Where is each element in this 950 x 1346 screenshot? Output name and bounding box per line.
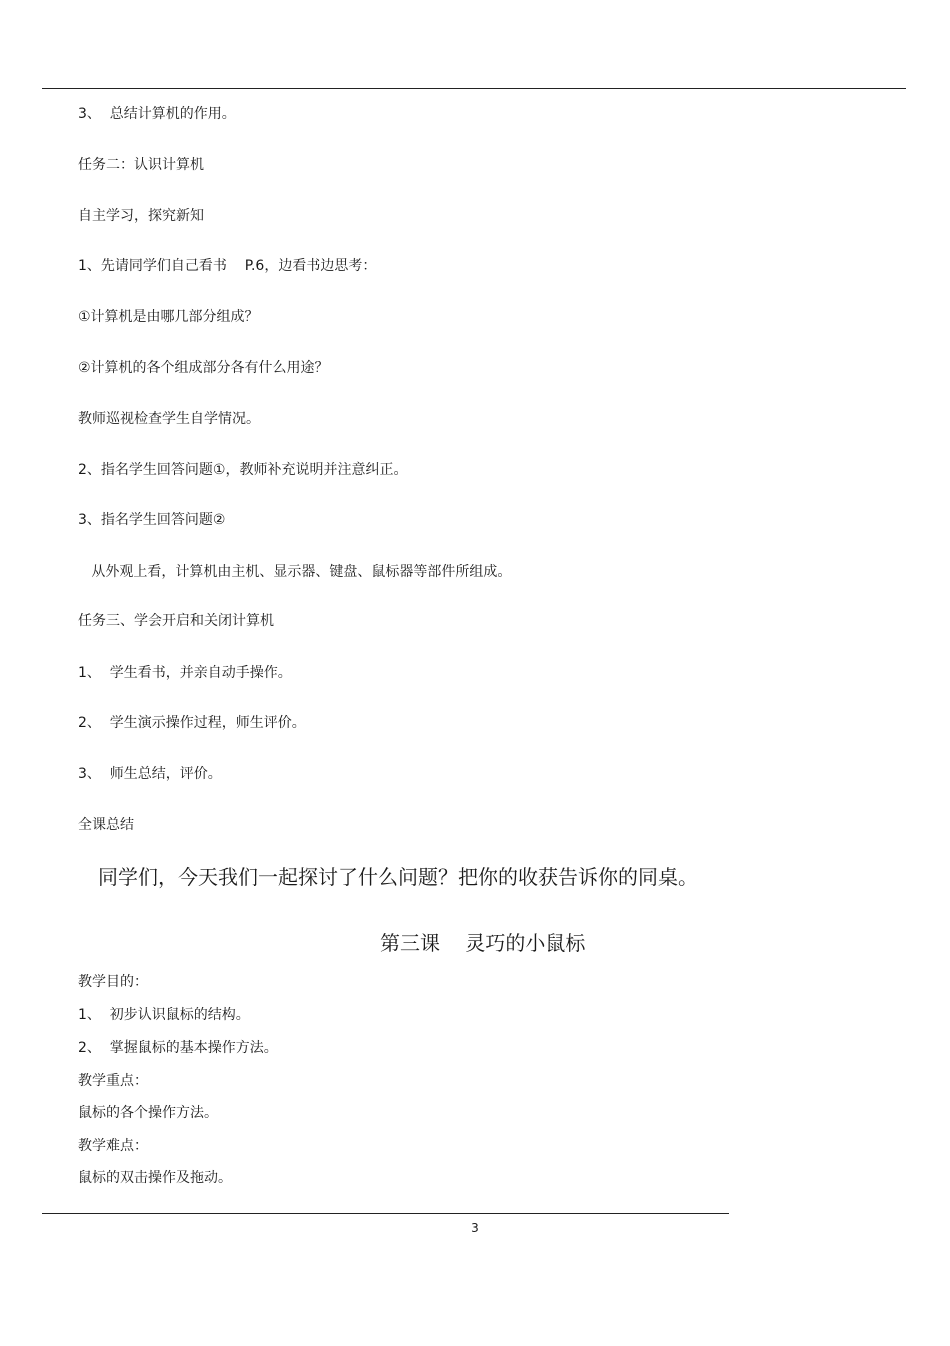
lesson-line: 鼠标的双击操作及拖动。 (78, 1170, 232, 1186)
text-line: 3、 师生总结，评价。 (78, 766, 222, 782)
header-rule (42, 88, 906, 89)
text-line: ①计算机是由哪几部分组成？ (78, 309, 259, 325)
text-line: ②计算机的各个组成部分各有什么用途？ (78, 360, 329, 376)
text-line: 1、 学生看书，并亲自动手操作。 (78, 665, 292, 681)
text-line: 教师巡视检查学生自学情况。 (78, 411, 260, 427)
lesson-title: 第三课 灵巧的小鼠标 (380, 931, 586, 955)
footer-rule (42, 1213, 729, 1214)
lesson-line: 教学目的： (78, 974, 148, 990)
text-line: 2、指名学生回答问题①，教师补充说明并注意纠正。 (78, 462, 408, 478)
text-line: 任务二：认识计算机 (78, 157, 204, 173)
text-line: 3、 总结计算机的作用。 (78, 106, 236, 122)
summary-line: 同学们，今天我们一起探讨了什么问题？把你的收获告诉你的同桌。 (98, 865, 698, 889)
lesson-line: 鼠标的各个操作方法。 (78, 1105, 218, 1121)
lesson-line: 1、 初步认识鼠标的结构。 (78, 1007, 250, 1023)
text-line: 1、先请同学们自己看书 P.6，边看书边思考： (78, 258, 377, 274)
lesson-line: 教学难点： (78, 1138, 148, 1154)
text-line: 全课总结 (78, 817, 134, 833)
page-number: 3 (471, 1221, 479, 1235)
text-line: 任务三、学会开启和关闭计算机 (78, 613, 274, 629)
text-line: 自主学习，探究新知 (78, 208, 204, 224)
text-line: 2、 学生演示操作过程，师生评价。 (78, 715, 306, 731)
lesson-line: 教学重点： (78, 1073, 148, 1089)
lesson-line: 2、 掌握鼠标的基本操作方法。 (78, 1040, 278, 1056)
text-line: 3、指名学生回答问题② (78, 512, 226, 528)
text-line: 从外观上看，计算机由主机、显示器、键盘、鼠标器等部件所组成。 (78, 564, 512, 580)
